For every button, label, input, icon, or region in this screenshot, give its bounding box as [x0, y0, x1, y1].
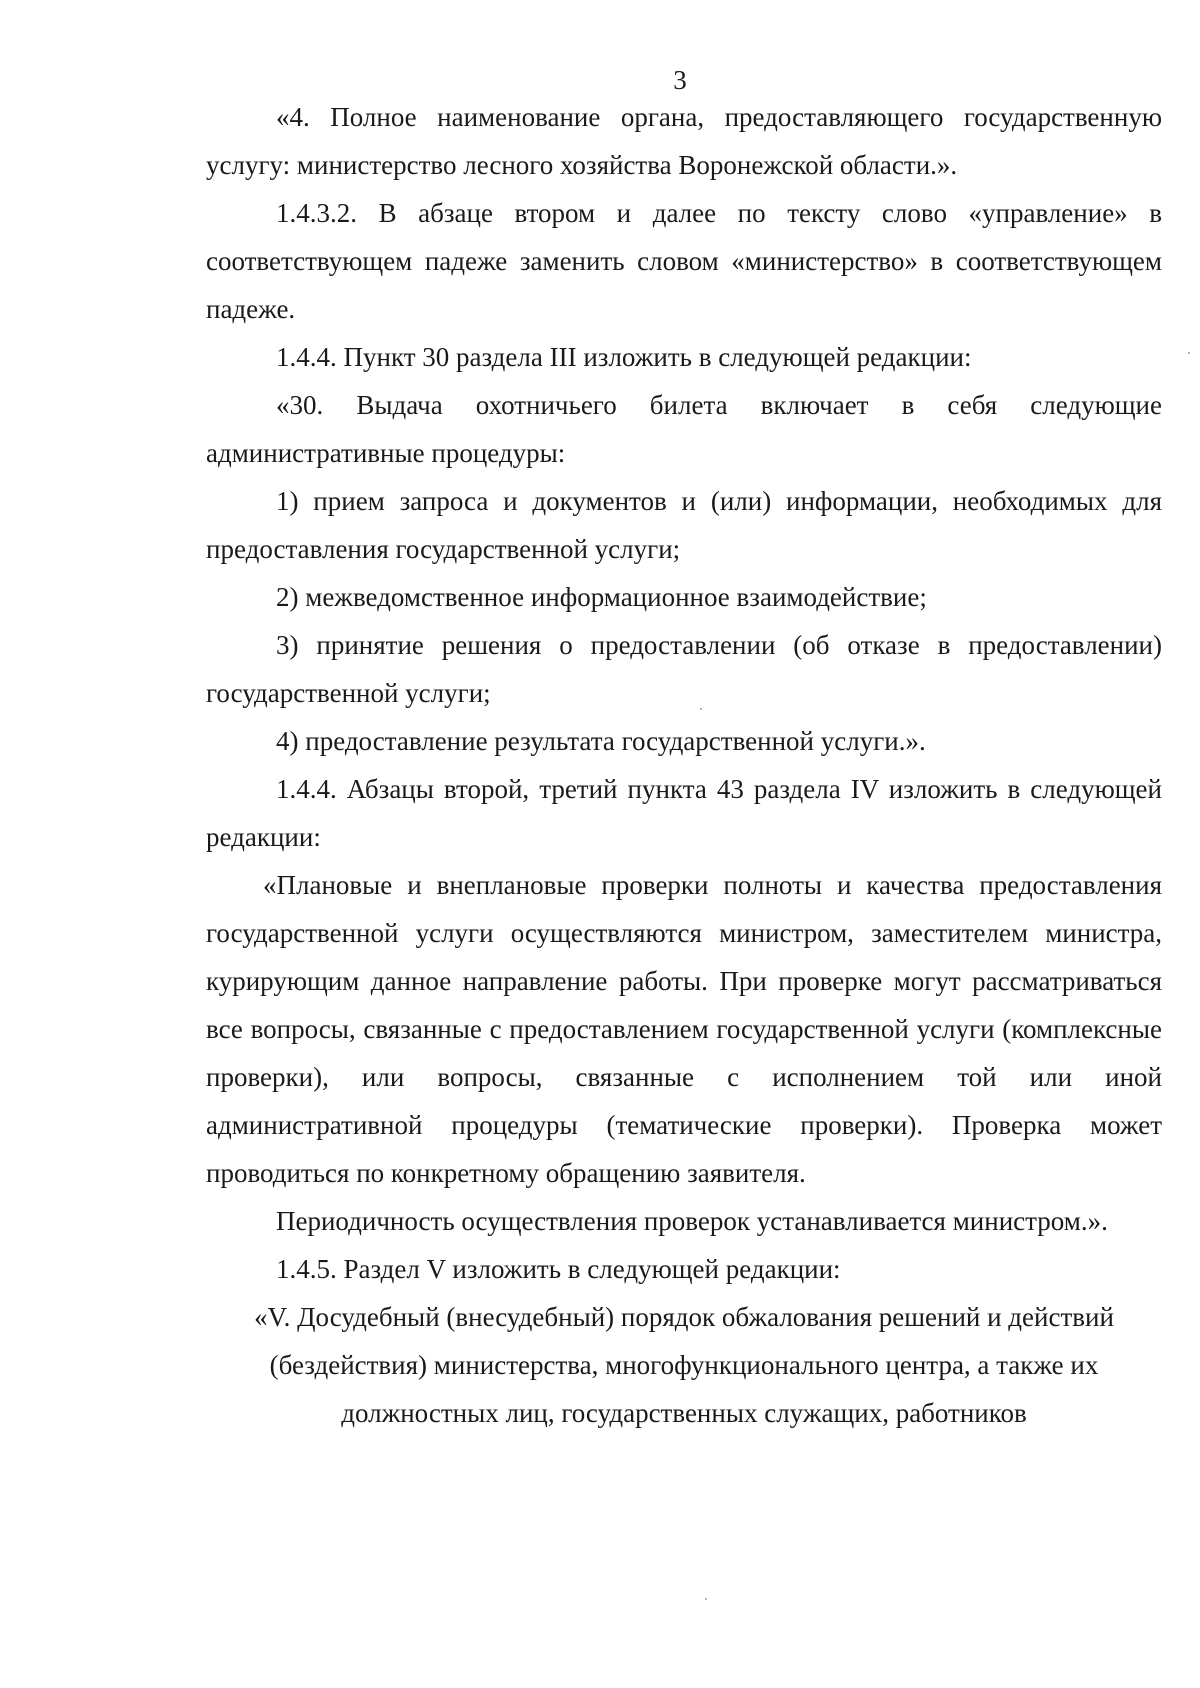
paragraph-periodicity: Периодичность осуществления проверок устанавливается министром.».: [276, 1206, 1108, 1236]
list-item-2: 2) межведомственное информационное взаимодействие;: [276, 582, 927, 612]
paragraph-1-4-4-punkt-30: 1.4.4. Пункт 30 раздела III изложить в следующей редакции:: [276, 342, 972, 372]
paragraph-1-4-5: 1.4.5. Раздел V изложить в следующей редакции:: [276, 1254, 841, 1284]
scan-speck: [705, 1598, 707, 1600]
paragraph-organ-name: «4. Полное наименование органа, предоставляющего государственную услугу: министерство лесного хозяйства Воронежской области.».: [206, 102, 1162, 180]
scan-speck: [1188, 352, 1190, 354]
list-item-3: 3) принятие решения о предоставлении (об отказе в предоставлении) государственной услуги;: [206, 630, 1162, 708]
section-v-heading-line-3: должностных лиц, государственных служащих, работников: [341, 1398, 1027, 1428]
paragraph-1-4-3-2: 1.4.3.2. В абзаце втором и далее по тексту слово «управление» в соответствующем падеже заменить словом «министерство» в соответствующем падеже.: [206, 198, 1162, 324]
section-v-heading-line-1: «V. Досудебный (внесудебный) порядок обжалования решений и действий: [254, 1302, 1114, 1332]
scan-speck: [700, 708, 702, 710]
paragraph-punkt-30-text: «30. Выдача охотничьего билета включает в себя следующие административные процедуры:: [206, 390, 1162, 468]
document-body: [206, 93, 1162, 1437]
list-item-4: 4) предоставление результата государственной услуги.».: [276, 726, 926, 756]
paragraph-inspections: «Плановые и внеплановые проверки полноты и качества предоставления государственной услуги осуществляются министром, заместителем министра, курирующим данное направление работы. При проверке могут рассматриваться все вопросы, связанные с предоставлением государственной услуги (комплексные проверки), или вопросы, связанные с исполнением той или иной административной процедуры (тематические проверки). Проверка может проводиться по конкретному обращению заявителя.: [206, 870, 1162, 1188]
section-v-heading-line-2: (бездействия) министерства, многофункционального центра, а также их: [269, 1350, 1099, 1380]
list-item-1: 1) прием запроса и документов и (или) информации, необходимых для предоставления государственной услуги;: [206, 486, 1162, 564]
section-v-heading: [206, 1293, 1162, 1437]
paragraph-1-4-4-punkt-43: 1.4.4. Абзацы второй, третий пункта 43 раздела IV изложить в следующей редакции:: [206, 774, 1162, 852]
page-number: 3: [673, 65, 687, 95]
